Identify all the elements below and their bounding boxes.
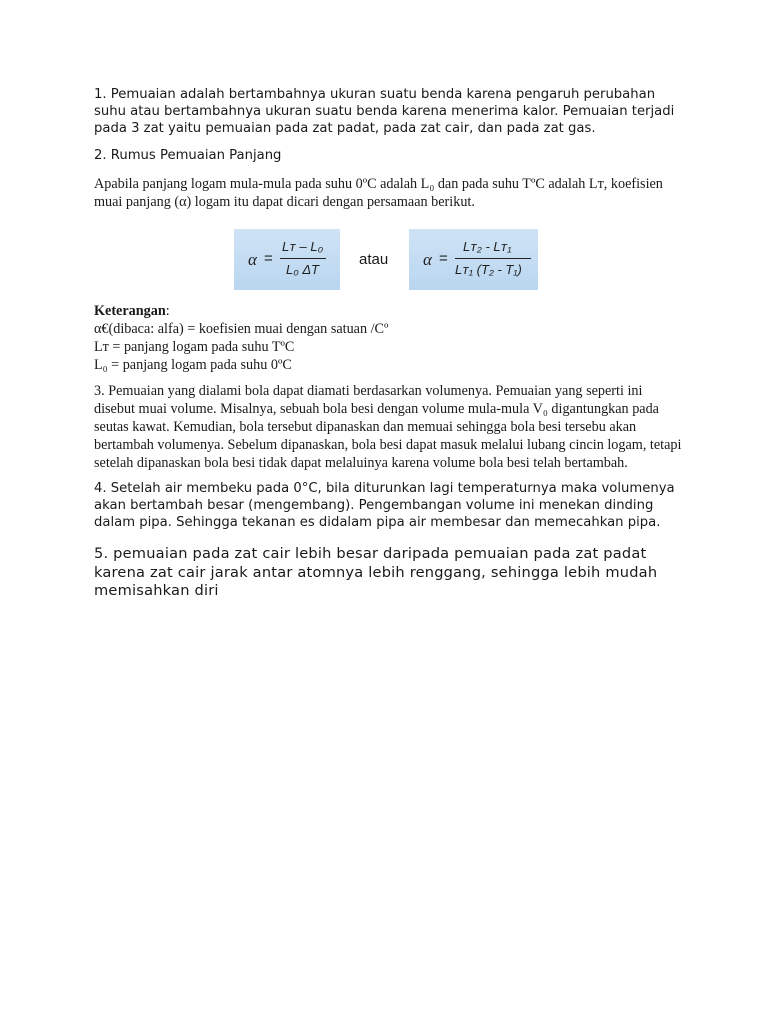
paragraph-5: 5. pemuaian pada zat cair lebih besar daripada pemuaian pada zat padat karena zat cair jarak antar atomnya lebih renggang, sehingga lebih mudah memisahkan diri	[94, 545, 658, 599]
keterangan-line-alpha: α€(dibaca: alfa) = koefisien muai dengan satuan /Cº	[94, 321, 389, 337]
paragraph-3: 3. Pemuaian yang dialami bola dapat diamati berdasarkan volumenya. Pemuaian yang seperti ini disebut muai volume. Misalnya, sebuah bola besi dengan volume mula-mula V₀ digantungkan pada seutas kawat. Kemudian, bola tersebut dipanaskan dan memuai sehingga bola besi tersebu akan bertambah volumenya. Sebelum dipanaskan, bola besi dapat masuk melalui lubang cincin logam, tetapi setelah dipanaskan bola besi tidak dapat melaluinya karena volume bola besi telah bertambah.	[94, 383, 682, 471]
formula-1-numerator: Lᴛ – L₀	[282, 239, 324, 254]
formula-separator: atau	[359, 251, 389, 268]
formula-box-2	[409, 229, 538, 290]
paragraph-2-heading: 2. Rumus Pemuaian Panjang	[94, 148, 282, 163]
formula-1-alpha: α	[248, 250, 257, 269]
formula-row	[94, 211, 684, 293]
formula-box-1	[234, 229, 340, 290]
formula-1-fraction-bar	[280, 258, 326, 259]
formula-2-denominator: Lᴛ₁ (T₂ - T₁)	[455, 262, 522, 277]
keterangan-line-lt: Lᴛ = panjang logam pada suhu TºC	[94, 339, 295, 355]
paragraph-4: 4. Setelah air membeku pada 0°C, bila diturunkan lagi temperaturnya maka volumenya akan bertambah besar (mengembang). Pengembangan volume ini menekan dinding dalam pipa. Sehingga tekanan es didalam pipa air membesar dan memecahkan pipa.	[94, 481, 675, 530]
keterangan-line-l0: L₀ = panjang logam pada suhu 0ºC	[94, 357, 292, 373]
document-page	[94, 86, 684, 601]
formula-2-fraction-bar	[455, 258, 531, 259]
keterangan-colon: :	[165, 303, 170, 319]
formula-1-equals: =	[264, 250, 273, 267]
formula-2-equals: =	[439, 250, 448, 267]
keterangan-title: Keterangan	[94, 303, 166, 319]
formula-2-alpha: α	[423, 250, 432, 269]
formula-1-denominator: L₀ ΔT	[286, 262, 319, 277]
paragraph-1: 1. Pemuaian adalah bertambahnya ukuran suatu benda karena pengaruh perubahan suhu atau bertambahnya ukuran suatu benda karena menerima kalor. Pemuaian terjadi pada 3 zat yaitu pemuaian pada zat padat, pada zat cair, dan pada zat gas.	[94, 87, 675, 136]
keterangan-title-line	[94, 302, 684, 320]
keterangan-block	[94, 302, 684, 374]
formula-2-numerator: Lᴛ₂ - Lᴛ₁	[463, 239, 512, 254]
paragraph-intro: Apabila panjang logam mula-mula pada suhu 0ºC adalah L₀ dan pada suhu TºC adalah Lᴛ, koefisien muai panjang (α) logam itu dapat dicari dengan persamaan berikut.	[94, 176, 663, 210]
